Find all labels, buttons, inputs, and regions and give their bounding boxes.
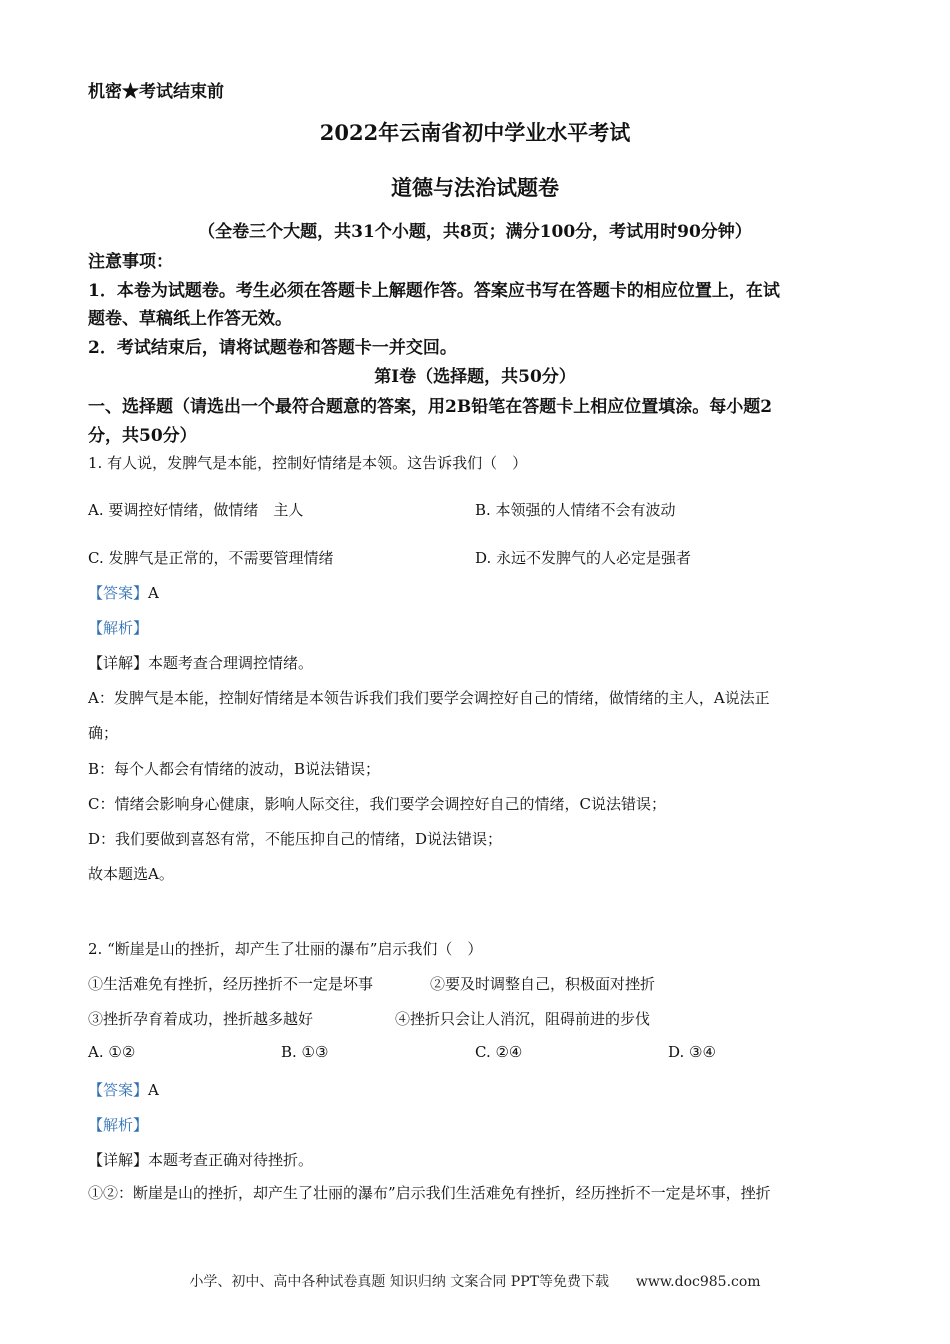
- q1-answer-tag: 【答案】: [88, 584, 149, 602]
- q2-answer: A: [148, 1081, 159, 1099]
- footer-link[interactable]: www.doc985.com: [635, 1274, 761, 1290]
- q2-answer-row: [88, 1079, 159, 1100]
- q2-option-d: D. ③④: [668, 1043, 716, 1061]
- q1-answer: A: [148, 584, 159, 602]
- q1-option-b: B. 本领强的人情绪不会有波动: [475, 501, 676, 519]
- q2-statement-2: ②要及时调整自己，积极面对挫折: [430, 975, 656, 993]
- q2-option-c: C. ②④: [475, 1043, 523, 1061]
- footer-text: 小学、初中、高中各种试卷真题 知识归纳 文案合同 PPT等免费下载: [189, 1274, 609, 1290]
- q1-option-d: D. 永远不发脾气的人必定是强者: [475, 549, 692, 567]
- notice-item-1-line-2: 题卷、草稿纸上作答无效。: [88, 309, 292, 329]
- q1-explanation-line: D：我们要做到喜怒有常，不能压抑自己的情绪，D说法错误；: [88, 830, 503, 848]
- q1-explanation-line: A：发脾气是本能，控制好情绪是本领告诉我们我们要学会调控好自己的情绪，做情绪的主人，A说法正: [88, 689, 770, 707]
- confidential-label: 机密★考试结束前: [88, 82, 224, 102]
- q1-analysis-tag: 【解析】: [88, 619, 149, 637]
- exam-info: （全卷三个大题，共31个小题，共8页；满分100分，考试用时90分钟）: [198, 222, 752, 242]
- exam-subtitle: 道德与法治试题卷: [391, 175, 559, 200]
- q1-answer-row: [88, 582, 159, 603]
- q1-stem: 1. 有人说，发脾气是本能，控制好情绪是本领。这告诉我们（ ）: [88, 454, 528, 472]
- q2-statement-1: ①生活难免有挫折，经历挫折不一定是坏事: [88, 975, 374, 993]
- q2-detail-text: 本题考查正确对待挫折。: [148, 1151, 314, 1169]
- exam-title: 2022年云南省初中学业水平考试: [319, 120, 631, 145]
- page-footer: [0, 1271, 950, 1291]
- q2-option-a: A. ①②: [88, 1043, 136, 1061]
- q2-detail-tag: 【详解】: [88, 1151, 149, 1169]
- q1-explanation-line: B：每个人都会有情绪的波动，B说法错误；: [88, 760, 381, 778]
- q2-statement-4: ④挫折只会让人消沉，阻碍前进的步伐: [395, 1010, 651, 1028]
- q2-detail-row: [88, 1149, 313, 1170]
- q2-explanation-line: ①②：断崖是山的挫折，却产生了壮丽的瀑布”启示我们生活难免有挫折，经历挫折不一定是坏事，挫折: [88, 1184, 771, 1202]
- q2-stem: 2. “断崖是山的挫折，却产生了壮丽的瀑布”启示我们（ ）: [88, 940, 483, 958]
- q1-detail-tag: 【详解】: [88, 654, 149, 672]
- section-heading-line-2: 分，共50分）: [88, 426, 197, 446]
- q2-analysis-tag: 【解析】: [88, 1116, 149, 1134]
- notice-item-1-line-1: 1．本卷为试题卷。考生必须在答题卡上解题作答。答案应书写在答题卡的相应位置上，在试: [88, 281, 780, 301]
- q1-option-c: C. 发脾气是正常的，不需要管理情绪: [88, 549, 334, 567]
- q2-statement-3: ③挫折孕育着成功，挫折越多越好: [88, 1010, 314, 1028]
- q1-explanation-line: 确；: [88, 724, 119, 742]
- notice-heading: 注意事项：: [88, 252, 173, 272]
- q1-detail-row: [88, 652, 313, 673]
- notice-item-2: 2．考试结束后，请将试题卷和答题卡一并交回。: [88, 338, 457, 358]
- section-heading-line-1: 一、选择题（请选出一个最符合题意的答案，用2B铅笔在答题卡上相应位置填涂。每小题2: [88, 397, 773, 417]
- q1-detail-text: 本题考查合理调控情绪。: [148, 654, 314, 672]
- q2-option-b: B. ①③: [281, 1043, 329, 1061]
- q2-answer-tag: 【答案】: [88, 1081, 149, 1099]
- part-heading: 第I卷（选择题，共50分）: [374, 367, 576, 387]
- q1-explanation-line: 故本题选A。: [88, 865, 174, 883]
- q1-option-a: A. 要调控好情绪，做情绪 主人: [88, 501, 304, 519]
- q1-explanation-line: C：情绪会影响身心健康，影响人际交往，我们要学会调控好自己的情绪，C说法错误；: [88, 795, 666, 813]
